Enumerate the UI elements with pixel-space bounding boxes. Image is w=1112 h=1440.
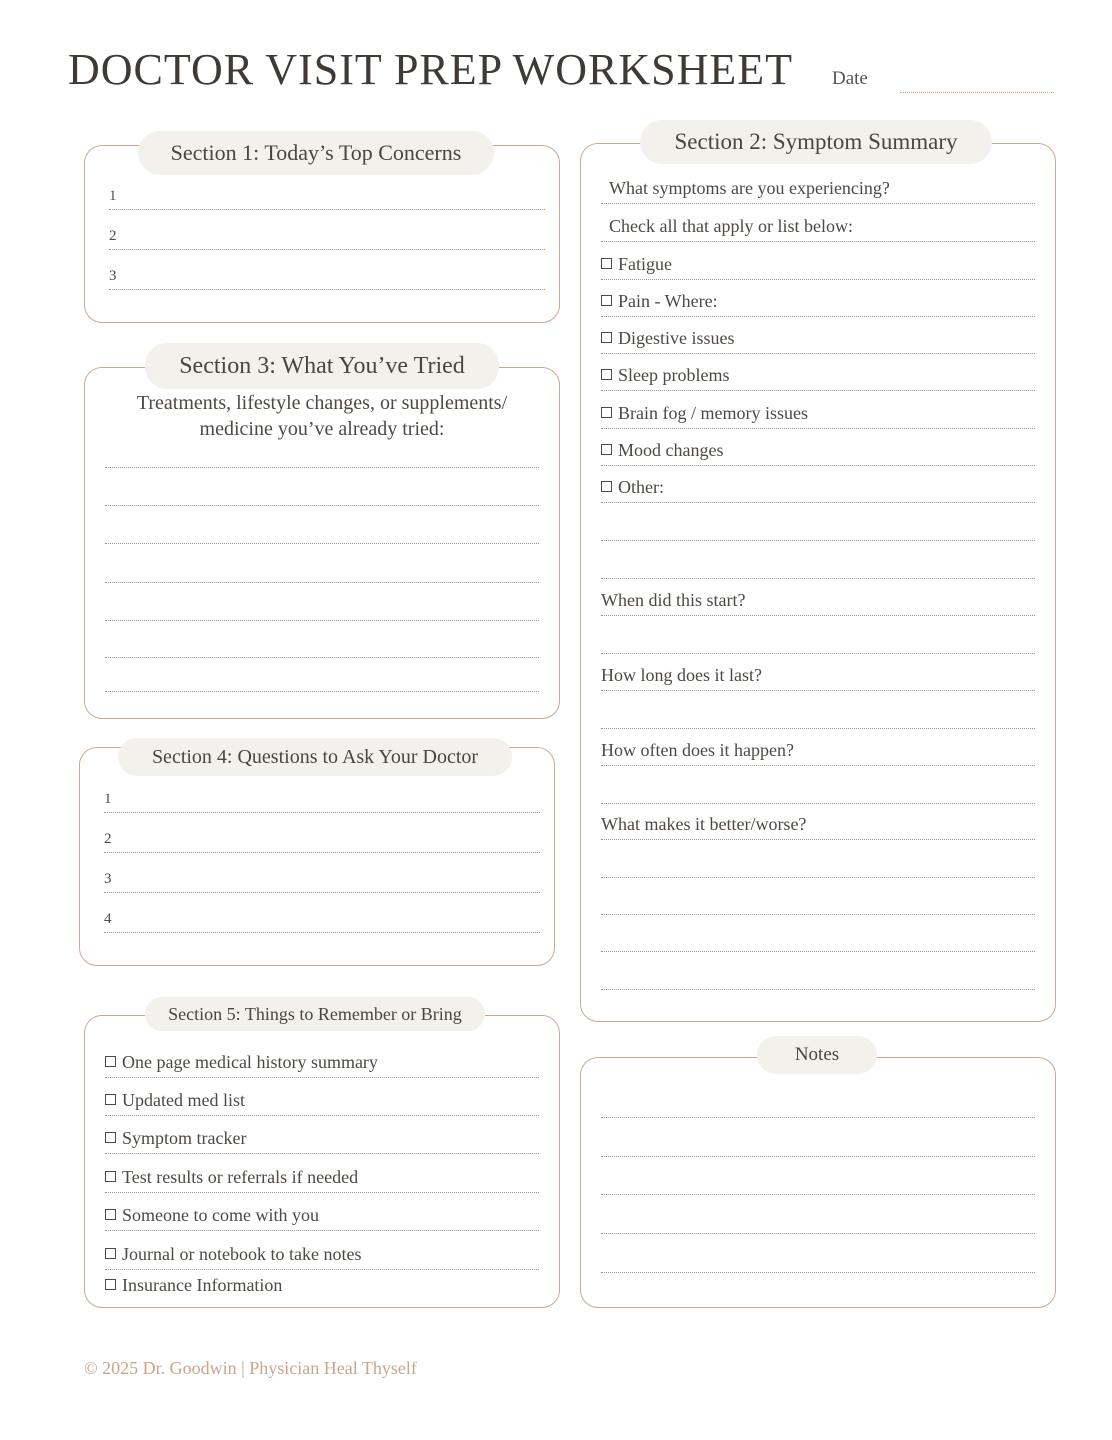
answer-line[interactable] (601, 503, 1035, 541)
bring-item (105, 1270, 539, 1300)
footer-copyright: © 2025 Dr. Goodwin | Physician Heal Thyself (84, 1358, 417, 1378)
tried-line[interactable] (105, 682, 539, 692)
bring-item[interactable] (105, 1116, 539, 1154)
answer-line[interactable] (601, 766, 1035, 804)
notes-line[interactable] (601, 1224, 1035, 1234)
section-3-intro-line-1: Treatments, lifestyle changes, or supplements/ (136, 392, 508, 414)
section-2-box (580, 143, 1056, 1022)
symptom-label: Pain - Where: (618, 291, 718, 311)
answer-line[interactable] (601, 541, 1035, 579)
bring-item[interactable] (105, 1193, 539, 1231)
checkbox-icon[interactable] (105, 1171, 116, 1182)
question-duration-text: How long does it last? (601, 665, 762, 685)
symptom-label: Brain fog / memory issues (618, 403, 808, 423)
question-start (601, 579, 1035, 616)
question-start-text: When did this start? (601, 590, 746, 610)
date-field[interactable] (900, 92, 1054, 93)
notes-line[interactable] (601, 1263, 1035, 1273)
symptom-option[interactable] (601, 391, 1035, 429)
question-better-worse-text: What makes it better/worse? (601, 814, 807, 834)
checkbox-icon[interactable] (105, 1248, 116, 1259)
answer-line[interactable] (601, 878, 1035, 915)
bring-item[interactable] (105, 1155, 539, 1193)
bring-item-label: One page medical history summary (122, 1052, 378, 1072)
symptom-label: Digestive issues (618, 328, 735, 348)
question-line-2[interactable] (104, 816, 540, 853)
symptom-option[interactable] (601, 242, 1035, 280)
section-2-title: Section 2: Symptom Summary (640, 120, 992, 164)
bring-item[interactable] (105, 1078, 539, 1116)
symptom-label: Fatigue (618, 254, 672, 274)
answer-line[interactable] (601, 840, 1035, 878)
tried-line[interactable] (105, 496, 539, 506)
notes-line[interactable] (601, 1147, 1035, 1157)
bring-item[interactable] (105, 1232, 539, 1270)
checkbox-icon[interactable] (601, 295, 612, 306)
tried-line[interactable] (105, 458, 539, 468)
notes-line[interactable] (601, 1108, 1035, 1118)
symptom-option[interactable] (601, 429, 1035, 466)
question-number: 4 (104, 911, 112, 927)
bring-item[interactable] (105, 1040, 539, 1078)
date-label: Date (832, 68, 868, 89)
symptom-option[interactable] (601, 280, 1035, 317)
section-1-title: Section 1: Today’s Top Concerns (138, 131, 494, 175)
section-5-title: Section 5: Things to Remember or Bring (145, 997, 485, 1031)
question-number: 3 (104, 871, 112, 887)
section-3-intro-line-2: medicine you’ve already tried: (199, 418, 445, 440)
tried-line[interactable] (105, 611, 539, 621)
concern-number: 3 (109, 268, 117, 284)
question-frequency-text: How often does it happen? (601, 740, 794, 760)
checkbox-icon[interactable] (601, 481, 612, 492)
section-3-box (84, 367, 560, 719)
checkbox-icon[interactable] (601, 258, 612, 269)
concern-number: 1 (109, 188, 117, 204)
checkbox-icon[interactable] (105, 1056, 116, 1067)
notes-box (580, 1057, 1056, 1308)
bring-item-label: Insurance Information (122, 1275, 283, 1295)
bring-item-label: Updated med list (122, 1090, 245, 1110)
symptom-instruction (601, 204, 1035, 242)
symptom-label: Sleep problems (618, 365, 730, 385)
checkbox-icon[interactable] (601, 369, 612, 380)
bring-item-label: Test results or referrals if needed (122, 1167, 359, 1187)
question-duration (601, 654, 1035, 691)
answer-line[interactable] (601, 915, 1035, 952)
worksheet-title: DOCTOR VISIT PREP WORKSHEET (68, 45, 793, 94)
question-line-1[interactable] (104, 776, 540, 813)
concern-line-1[interactable] (109, 174, 545, 210)
section-4-box (79, 747, 555, 966)
symptom-instruction-text: Check all that apply or list below: (609, 216, 853, 236)
symptom-option[interactable] (601, 354, 1035, 391)
concern-line-2[interactable] (109, 214, 545, 250)
question-frequency (601, 729, 1035, 766)
concern-line-3[interactable] (109, 254, 545, 290)
question-line-4[interactable] (104, 896, 540, 933)
notes-line[interactable] (601, 1185, 1035, 1195)
checkbox-icon[interactable] (601, 332, 612, 343)
notes-title: Notes (757, 1036, 877, 1074)
checkbox-icon[interactable] (105, 1279, 116, 1290)
answer-line[interactable] (601, 691, 1035, 729)
bring-item-label: Someone to come with you (122, 1205, 319, 1225)
answer-line[interactable] (601, 952, 1035, 990)
symptom-option[interactable] (601, 317, 1035, 354)
answer-line[interactable] (601, 616, 1035, 654)
question-better-worse (601, 804, 1035, 840)
tried-line[interactable] (105, 534, 539, 544)
tried-line[interactable] (105, 648, 539, 658)
question-number: 2 (104, 831, 112, 847)
symptom-prompt-text: What symptoms are you experiencing? (609, 178, 890, 198)
question-number: 1 (104, 791, 112, 807)
checkbox-icon[interactable] (105, 1132, 116, 1143)
checkbox-icon[interactable] (105, 1094, 116, 1105)
symptom-option[interactable] (601, 466, 1035, 503)
question-line-3[interactable] (104, 856, 540, 893)
tried-line[interactable] (105, 573, 539, 583)
symptom-prompt (601, 166, 1035, 204)
checkbox-icon[interactable] (105, 1209, 116, 1220)
bring-item-label: Journal or notebook to take notes (122, 1244, 362, 1264)
checkbox-icon[interactable] (601, 407, 612, 418)
symptom-label: Mood changes (618, 440, 724, 460)
concern-number: 2 (109, 228, 117, 244)
checkbox-icon[interactable] (601, 444, 612, 455)
symptom-label: Other: (618, 477, 664, 497)
section-4-title: Section 4: Questions to Ask Your Doctor (118, 738, 512, 776)
section-3-title: Section 3: What You’ve Tried (145, 343, 499, 389)
bring-item-label: Symptom tracker (122, 1128, 247, 1148)
section-5-box (84, 1015, 560, 1308)
